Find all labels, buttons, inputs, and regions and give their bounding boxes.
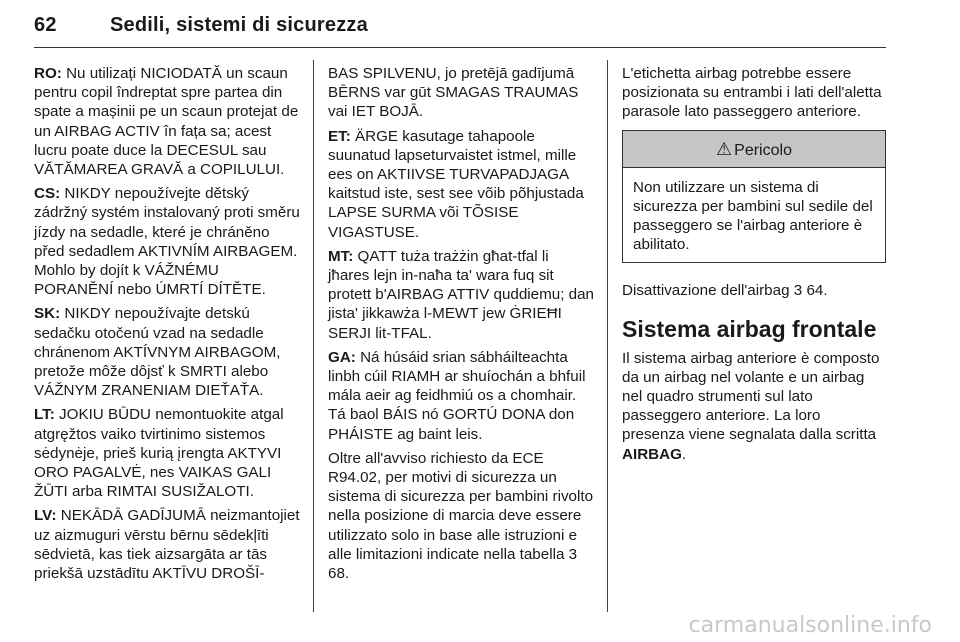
lang-code: LV: xyxy=(34,507,57,525)
deactivation-line xyxy=(622,281,886,300)
warning-text: Ná húsáid srian sábháilteachta linbh cúil RIAMH ar shuíochán a bhfuil mála aeir ag feidhmiú os a chomhair. Tá baol BÁIS nó GORTÚ DONA don PHÁISTE ag baint leis. xyxy=(328,348,586,443)
lang-code: CS: xyxy=(34,185,61,203)
lang-code: ET: xyxy=(328,127,351,145)
section-paragraph xyxy=(622,349,886,464)
closing-text: Oltre all'avviso richiesto da ECE R94.02, per motivi di sicurezza un sistema di sicurezza per bambini rivolto nella posizione di marcia deve essere utilizzato solo in base alle istruzioni e alle limitazioni indicate nella tabella xyxy=(328,449,594,563)
danger-box-title: Pericolo xyxy=(734,141,792,159)
closing-paragraph xyxy=(328,449,594,583)
warning-ga xyxy=(328,348,594,444)
section-heading: Sistema airbag frontale xyxy=(622,315,877,342)
watermark: carmanualsonline.info xyxy=(688,613,932,638)
lang-code: GA: xyxy=(328,348,356,366)
warning-text: NIKDY nepoužívejte dětský zádržný systém instalovaný proti směru jízdy na sedadle, které je chráněno před sedadlem AKTIVNÍM AIRBAGEM. Mohlo by dojít k VÁŽNÉMU PORANĚNÍ nebo ÚMRTÍ DÍTĚTE. xyxy=(34,185,300,299)
danger-box-header xyxy=(623,131,885,168)
page-ref-link[interactable]: 68. xyxy=(328,565,350,583)
warning-lv xyxy=(34,506,300,583)
danger-box xyxy=(622,130,886,264)
page-header xyxy=(34,14,886,37)
warning-cs xyxy=(34,184,300,299)
warning-sk xyxy=(34,304,300,400)
header-rule xyxy=(34,47,886,48)
lang-code: SK: xyxy=(34,305,61,323)
warning-text: ÄRGE kasutage tahapoole suunatud lapseturvaistet istmel, mille ees on AKTIIVSE TURVAPADJAGA kaitstud iste, sest see võib põhjustada LAPSE SURMA või TÕSISE VIGASTUSE. xyxy=(328,127,584,241)
column-2 xyxy=(328,64,594,588)
page-ref-link[interactable]: 64. xyxy=(806,282,828,300)
ref-arrow-icon: 3 xyxy=(568,545,578,563)
warning-mt xyxy=(328,247,594,343)
warning-text: NEKĀDĀ GADĪJUMĀ neizmantojiet uz aizmuguri vērstu bērnu sēdekļīti sēdvietā, kas tiek aizsargāta ar tās priekšā uzstādītu AKTĪVU DROŠĪ- xyxy=(34,507,300,583)
lang-code: LT: xyxy=(34,406,55,424)
warning-ro xyxy=(34,64,300,179)
warning-text: NIKDY nepoužívajte detskú sedačku otočenú vzad na sedadle chránenom AKTÍVNYM AIRBAGOM, pretože môže dôjsť k SMRTI alebo VÁŽNYM ZRANENIAM DIEŤAŤA. xyxy=(34,305,281,400)
column-divider xyxy=(313,60,314,612)
column-3 xyxy=(622,64,886,469)
lang-code: MT: xyxy=(328,247,354,265)
warning-text: JOKIU BŪDU nemontuokite atgal atgręžtos vaiko tvirtinimo sistemos sėdynėje, prieš kurią įrengta AKTYVI ORO PAGALVĖ, nes VAIKAS GALI ŽŪTI arba RIMTAI SUSIŽALOTI. xyxy=(34,406,284,501)
section-end: . xyxy=(681,445,687,463)
warning-et xyxy=(328,127,594,242)
intro-paragraph: L'etichetta airbag potrebbe essere posizionata su entrambi i lati dell'aletta parasole lato passeggero anteriore. xyxy=(622,65,882,121)
warning-triangle-icon: ⚠ xyxy=(716,138,733,159)
deactivation-text: Disattivazione dell'airbag xyxy=(622,282,790,300)
ref-arrow-icon: 3 xyxy=(793,282,803,300)
danger-box-text: Non utilizzare un sistema di sicurezza per bambini sul sedile del passeggero se l'airbag anteriore è abilitato. xyxy=(633,178,873,254)
column-divider xyxy=(607,60,608,612)
warning-lv-continued: BAS SPILVENU, jo pretējā gadījumā BĒRNS var gūt SMAGAS TRAUMAS vai IET BOJĀ. xyxy=(328,65,579,121)
column-1 xyxy=(34,64,300,588)
page-number: 62 xyxy=(34,14,57,36)
warning-text: Nu utilizați NICIODATĂ un scaun pentru copil îndreptat spre partea din spate a mașinii pe un scaun protejat de un AIRBAG ACTIV în fața sa; acest lucru poate duce la DECESUL sau VĂTĂMAREA GRAVĂ a COPILULUI. xyxy=(34,65,299,179)
warning-text: QATT tuża trażżin għat-tfal li jħares lejn in-naħa ta' wara fuq sit protett b'AIRBAG ATTIV quddiemu; dan jista' jikkawża l-MEWT jew ĠRIEĦI SERJI lit-TFAL. xyxy=(328,247,595,342)
warning-lt xyxy=(34,405,300,501)
lang-code: RO: xyxy=(34,65,62,82)
section-title: Sedili, sistemi di sicurezza xyxy=(110,14,368,36)
airbag-label: AIRBAG xyxy=(622,445,682,463)
section-text: Il sistema airbag anteriore è composto da un airbag nel volante e un airbag nel quadro strumenti sul lato passeggero anteriore. La loro presenza viene segnalata dalla scritta xyxy=(622,349,880,444)
